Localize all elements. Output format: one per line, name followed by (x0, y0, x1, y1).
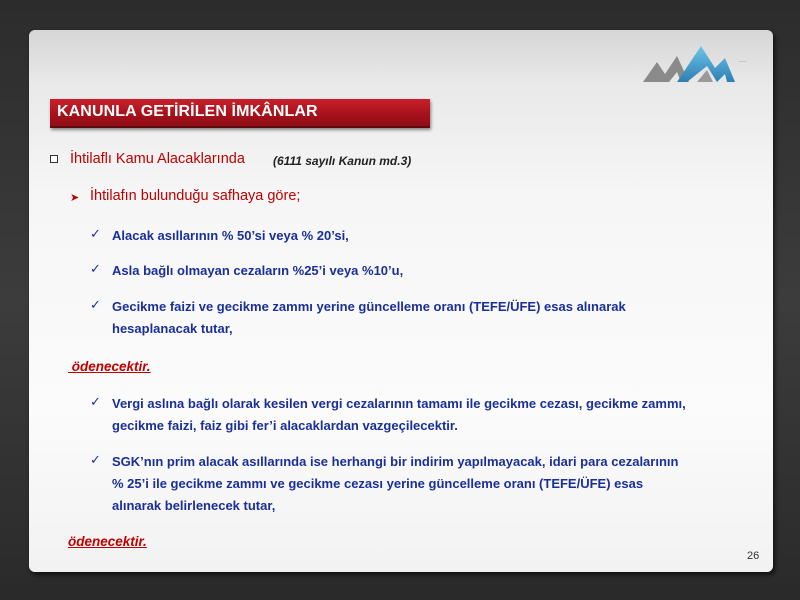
sub-point-text: İhtilafın bulunduğu safhaya göre; (90, 188, 301, 204)
page-number: 26 (747, 550, 760, 562)
list-item-text-continued: hesaplanacak tutar, (112, 321, 233, 336)
check-bullet-icon: ✓ (90, 226, 101, 241)
square-bullet-icon (50, 155, 58, 163)
check-bullet-icon: ✓ (90, 452, 101, 467)
list-item-text-continued: % 25’i ile gecikme zammı ve gecikme cezası yerine güncelleme oranı (TEFE/ÜFE) esas (112, 476, 644, 491)
main-point-reference: (6111 sayılı Kanun md.3) (273, 154, 412, 168)
logo-text: ... (739, 54, 747, 64)
arrow-bullet-icon: ➤ (70, 192, 80, 204)
check-bullet-icon: ✓ (90, 261, 101, 276)
conclusion-text: ödenecektir. (68, 534, 147, 549)
check-bullet-icon: ✓ (90, 394, 101, 409)
list-item-text: Alacak asıllarının % 50’si veya % 20’si, (112, 228, 349, 243)
check-bullet-icon: ✓ (90, 297, 101, 312)
list-item-text: SGK’nın prim alacak asıllarında ise herhangi bir indirim yapılmayacak, idari para cezalarının (112, 454, 679, 469)
slide-title: KANUNLA GETİRİLEN İMKÂNLAR (57, 103, 318, 120)
main-point-text: İhtilaflı Kamu Alacaklarında (70, 151, 245, 167)
slide (29, 30, 773, 572)
list-item-text: Gecikme faizi ve gecikme zammı yerine güncelleme oranı (TEFE/ÜFE) esas alınarak (112, 299, 626, 314)
list-item-text-continued: alınarak belirlenecek tutar, (112, 498, 276, 513)
list-item-text: Asla bağlı olmayan cezaların %25’i veya %10’u, (112, 263, 404, 278)
conclusion-text: ödenecektir. (68, 359, 151, 374)
list-item-text-continued: gecikme faizi, faiz gibi fer’i alacaklardan vazgeçilecektir. (112, 418, 458, 433)
title-bar (50, 99, 430, 128)
list-item-text: Vergi aslına bağlı olarak kesilen vergi cezalarının tamamı ile gecikme cezası, gecikme zammı, (112, 396, 686, 411)
company-logo-icon (641, 38, 771, 86)
